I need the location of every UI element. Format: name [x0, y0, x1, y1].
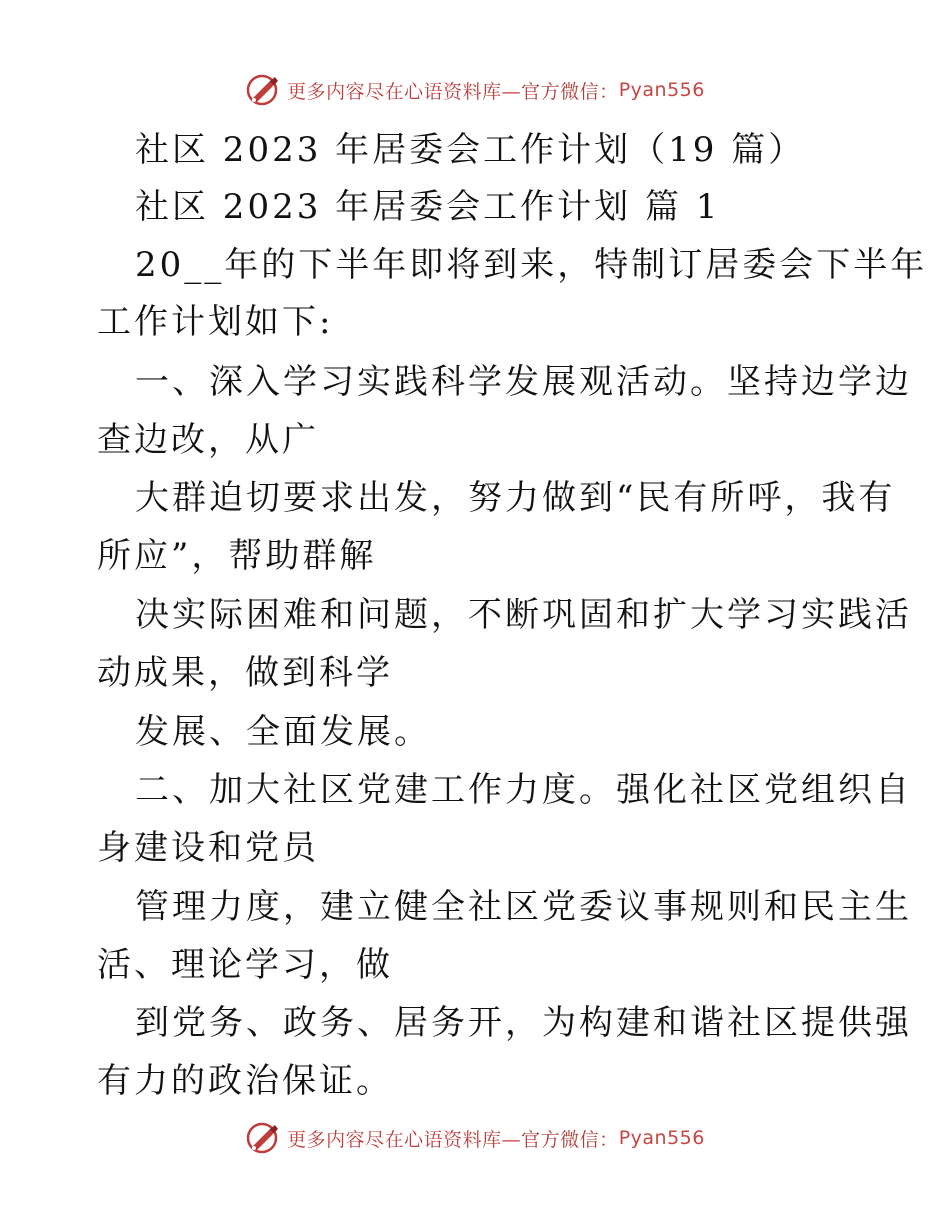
- paragraph-line: 20__年的下半年即将到来，特制订居委会下半年: [135, 245, 928, 285]
- paragraph-line: 动成果，做到科学: [97, 653, 393, 693]
- watermark-banner-bottom: [0, 1118, 950, 1158]
- banner-text: 更多内容尽在心语资料库—: [287, 80, 522, 103]
- paragraph-line: 工作计划如下:: [97, 302, 334, 342]
- document-title: 社区 2023 年居委会工作计划（19 篇）: [135, 130, 806, 170]
- pen-logo-icon: [245, 1121, 281, 1155]
- paragraph-line: 查边改，从广: [97, 420, 319, 460]
- paragraph-line: 身建设和党员: [97, 828, 319, 868]
- paragraph-line: 活、理论学习，做: [97, 945, 393, 985]
- paragraph-line: 大群迫切要求出发，努力做到“民有所呼，我有: [135, 478, 896, 518]
- wechat-label: 官方微信：: [521, 80, 619, 103]
- paragraph-line: 发展、全面发展。: [135, 712, 431, 752]
- wechat-label: 官方微信：: [521, 1128, 619, 1151]
- banner-text: 更多内容尽在心语资料库—: [287, 1128, 522, 1151]
- paragraph-line: 所应”，帮助群解: [97, 536, 377, 576]
- paragraph-line: 决实际困难和问题，不断巩固和扩大学习实践活: [135, 595, 912, 635]
- watermark-banner-top: [0, 70, 950, 110]
- paragraph-line: 有力的政治保证。: [97, 1061, 393, 1101]
- paragraph-line: 一、深入学习实践科学发展观活动。坚持边学边: [135, 362, 912, 402]
- wechat-id: Pyan556: [618, 1127, 705, 1149]
- paragraph-line: 二、加大社区党建工作力度。强化社区党组织自: [135, 770, 912, 810]
- wechat-id: Pyan556: [618, 79, 705, 101]
- pen-logo-icon: [245, 73, 281, 107]
- paragraph-line: 管理力度，建立健全社区党委议事规则和民主生: [135, 887, 912, 927]
- section-heading: 社区 2023 年居委会工作计划 篇 1: [135, 187, 721, 227]
- paragraph-line: 到党务、政务、居务开，为构建和谐社区提供强: [135, 1003, 912, 1043]
